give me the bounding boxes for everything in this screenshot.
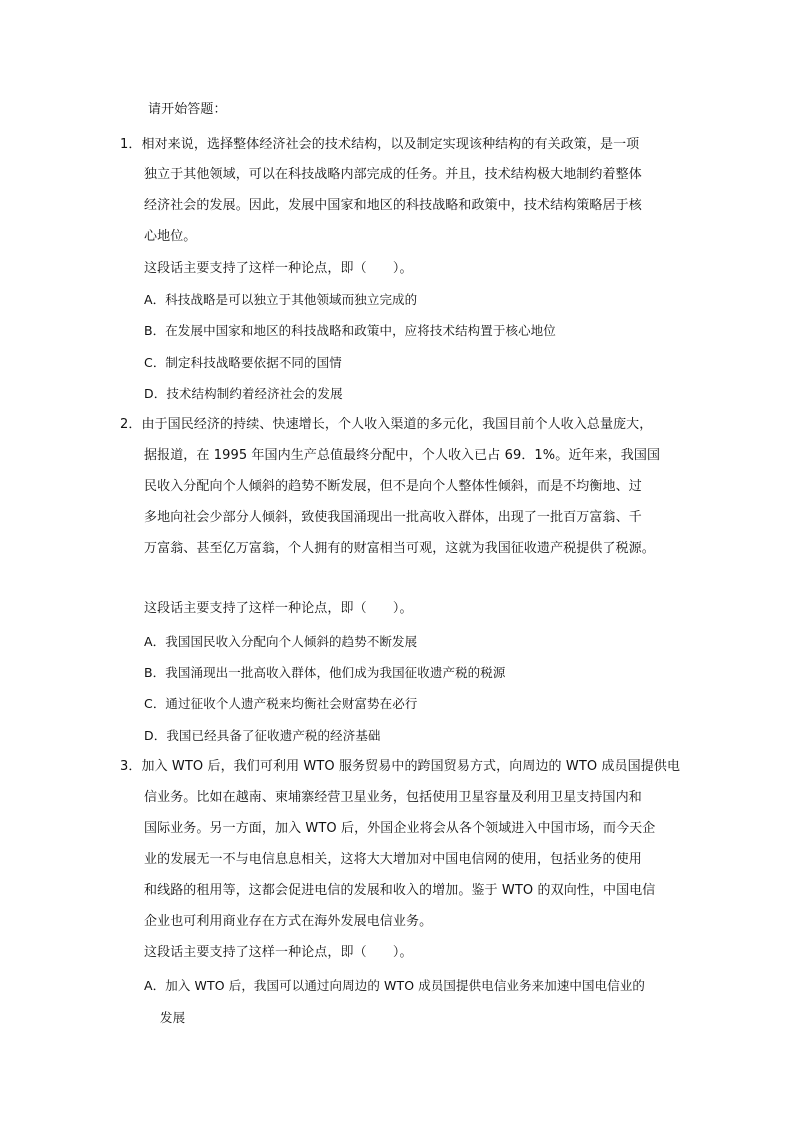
q3-line-5: 和线路的租用等，这都会促进电信的发展和收入的增加。鉴于 WTO 的双向性，中国电信 [144, 883, 656, 898]
q2-line-4: 多地向社会少部分人倾斜，致使我国涌现出一批高收入群体，出现了一批百万富翁、千 [144, 510, 642, 525]
q1-line-2: 独立于其他领域，可以在科技战略内部完成的任务。并且，技术结构极大地制约着整体 [144, 167, 642, 182]
q1-option-b: B．在发展中国家和地区的科技战略和政策中，应将技术结构置于核心地位 [144, 323, 556, 338]
q3-line-2: 信业务。比如在越南、柬埔寨经营卫星业务，包括使用卫星容量及利用卫星支持国内和 [144, 790, 642, 805]
q1-line-3: 经济社会的发展。因此，发展中国家和地区的科技战略和政策中，技术结构策略居于核 [144, 198, 642, 213]
q1-line-1: 1．相对来说，选择整体经济社会的技术结构，以及制定实现该种结构的有关政策，是一项 [120, 137, 640, 152]
q3-option-a: A．加入 WTO 后，我国可以通过向周边的 WTO 成员国提供电信业务来加速中国电信业的 [144, 978, 646, 993]
q3-line-3: 国际业务。另一方面，加入 WTO 后，外国企业将会从各个领域进入中国市场，而今天企 [144, 821, 656, 836]
intro-text: 请开始答题： [148, 102, 227, 117]
q1-option-c: C．制定科技战略要依据不同的国情 [144, 355, 342, 370]
q3-option-a-cont: 发展 [160, 1010, 186, 1025]
q2-line-1: 2．由于国民经济的持续、快速增长，个人收入渠道的多元化，我国目前个人收入总量庞大， [120, 417, 653, 432]
q1-option-a: A．科技战略是可以独立于其他领域而独立完成的 [144, 292, 418, 307]
q2-option-b: B．我国涌现出一批高收入群体，他们成为我国征收遗产税的税源 [144, 665, 506, 680]
q3-prompt: 这段话主要支持了这样一种论点，即（ ）。 [144, 945, 413, 960]
q1-prompt: 这段话主要支持了这样一种论点，即（ ）。 [144, 261, 413, 276]
q2-line-3: 民收入分配向个人倾斜的趋势不断发展，但不是向个人整体性倾斜，而是不均衡地、过 [144, 479, 642, 494]
q1-line-4: 心地位。 [144, 229, 197, 244]
q2-option-c: C．通过征收个人遗产税来均衡社会财富势在必行 [144, 696, 418, 711]
q3-line-6: 企业也可利用商业存在方式在海外发展电信业务。 [144, 914, 433, 929]
q2-option-a: A．我国国民收入分配向个人倾斜的趋势不断发展 [144, 634, 418, 649]
q2-line-5: 万富翁、甚至亿万富翁，个人拥有的财富相当可观，这就为我国征收遗产税提供了税源。 [144, 541, 655, 556]
q2-line-2: 据报道，在 1995 年国内生产总值最终分配中，个人收入已占 69．1%。近年来，我国国 [144, 448, 661, 463]
q1-option-d: D．技术结构制约着经济社会的发展 [144, 386, 343, 401]
q3-line-4: 业的发展无一不与电信息息相关，这将大大增加对中国电信网的使用，包括业务的使用 [144, 852, 642, 867]
q2-option-d: D．我国已经具备了征收遗产税的经济基础 [144, 728, 381, 743]
q2-prompt: 这段话主要支持了这样一种论点，即（ ）。 [144, 601, 413, 616]
q3-line-1: 3．加入 WTO 后，我们可利用 WTO 服务贸易中的跨国贸易方式，向周边的 WTO 成员国提供电 [120, 759, 681, 774]
